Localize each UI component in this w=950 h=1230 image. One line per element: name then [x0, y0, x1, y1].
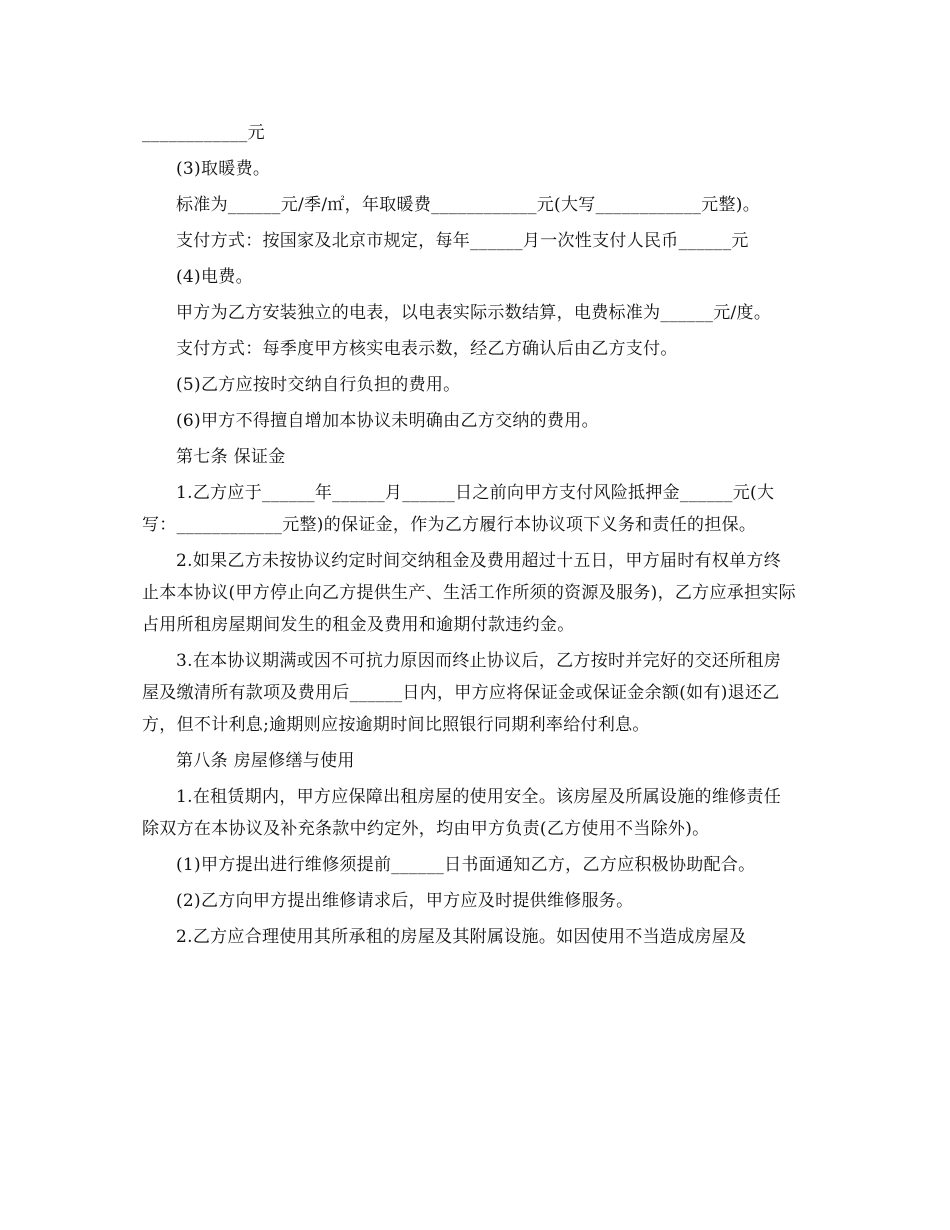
paragraph-heating-fee: (3)取暖费。	[176, 159, 271, 179]
paragraph-repair-request: (2)乙方向甲方提出维修请求后，甲方应及时提供维修服务。	[176, 891, 634, 911]
paragraph-amount-line: ____________元	[142, 123, 265, 143]
paragraph-deposit-termination: 2.如果乙方未按协议约定时间交纳租金及费用超过十五日，甲方届时有权单方终止本本协议(甲方停止向乙方提供生产、生活工作所须的资源及服务)，乙方应承担实际占用所租房屋期间发生的租金及费用和逾期付款违约金。	[142, 551, 796, 635]
paragraph-self-borne-fees: (5)乙方应按时交纳自行负担的费用。	[176, 375, 461, 395]
paragraph-deposit-payment: 1.乙方应于______年______月______日之前向甲方支付风险抵押金______元(大写：____________元整)的保证金，作为乙方履行本协议项下义务和责任的担保。	[142, 483, 775, 535]
paragraph-repair-safety: 1.在租赁期内，甲方应保障出租房屋的使用安全。该房屋及所属设施的维修责任除双方在本协议及补充条款中约定外，均由甲方负责(乙方使用不当除外)。	[142, 787, 782, 839]
section-heading-repair: 第八条 房屋修缮与使用	[176, 751, 355, 771]
paragraph-repair-notice: (1)甲方提出进行维修须提前______日书面通知乙方，乙方应积极协助配合。	[176, 855, 756, 875]
paragraph-reasonable-use: 2.乙方应合理使用其所承租的房屋及其附属设施。如因使用不当造成房屋及	[176, 927, 747, 947]
paragraph-electricity-fee: (4)电费。	[176, 267, 253, 287]
paragraph-electricity-payment: 支付方式：每季度甲方核实电表示数，经乙方确认后由乙方支付。	[176, 339, 678, 359]
paragraph-deposit-refund: 3.在本协议期满或因不可抗力原因而终止协议后，乙方按时并完好的交还所租房屋及缴清所有款项及费用后______日内，甲方应将保证金或保证金余额(如有)退还乙方，但不计利息;逾期则应按逾期时间比照银行同期利率给付利息。	[142, 651, 782, 735]
paragraph-heating-payment: 支付方式：按国家及北京市规定，每年______月一次性支付人民币______元	[176, 231, 749, 251]
document-body	[142, 117, 797, 957]
paragraph-heating-standard: 标准为______元/季/㎡，年取暖费____________元(大写____________元整)。	[176, 195, 761, 215]
paragraph-no-extra-fees: (6)甲方不得擅自增加本协议未明确由乙方交纳的费用。	[176, 411, 599, 431]
section-heading-deposit: 第七条 保证金	[176, 447, 286, 467]
paragraph-electricity-meter: 甲方为乙方安装独立的电表，以电表实际示数结算，电费标准为______元/度。	[176, 303, 772, 323]
